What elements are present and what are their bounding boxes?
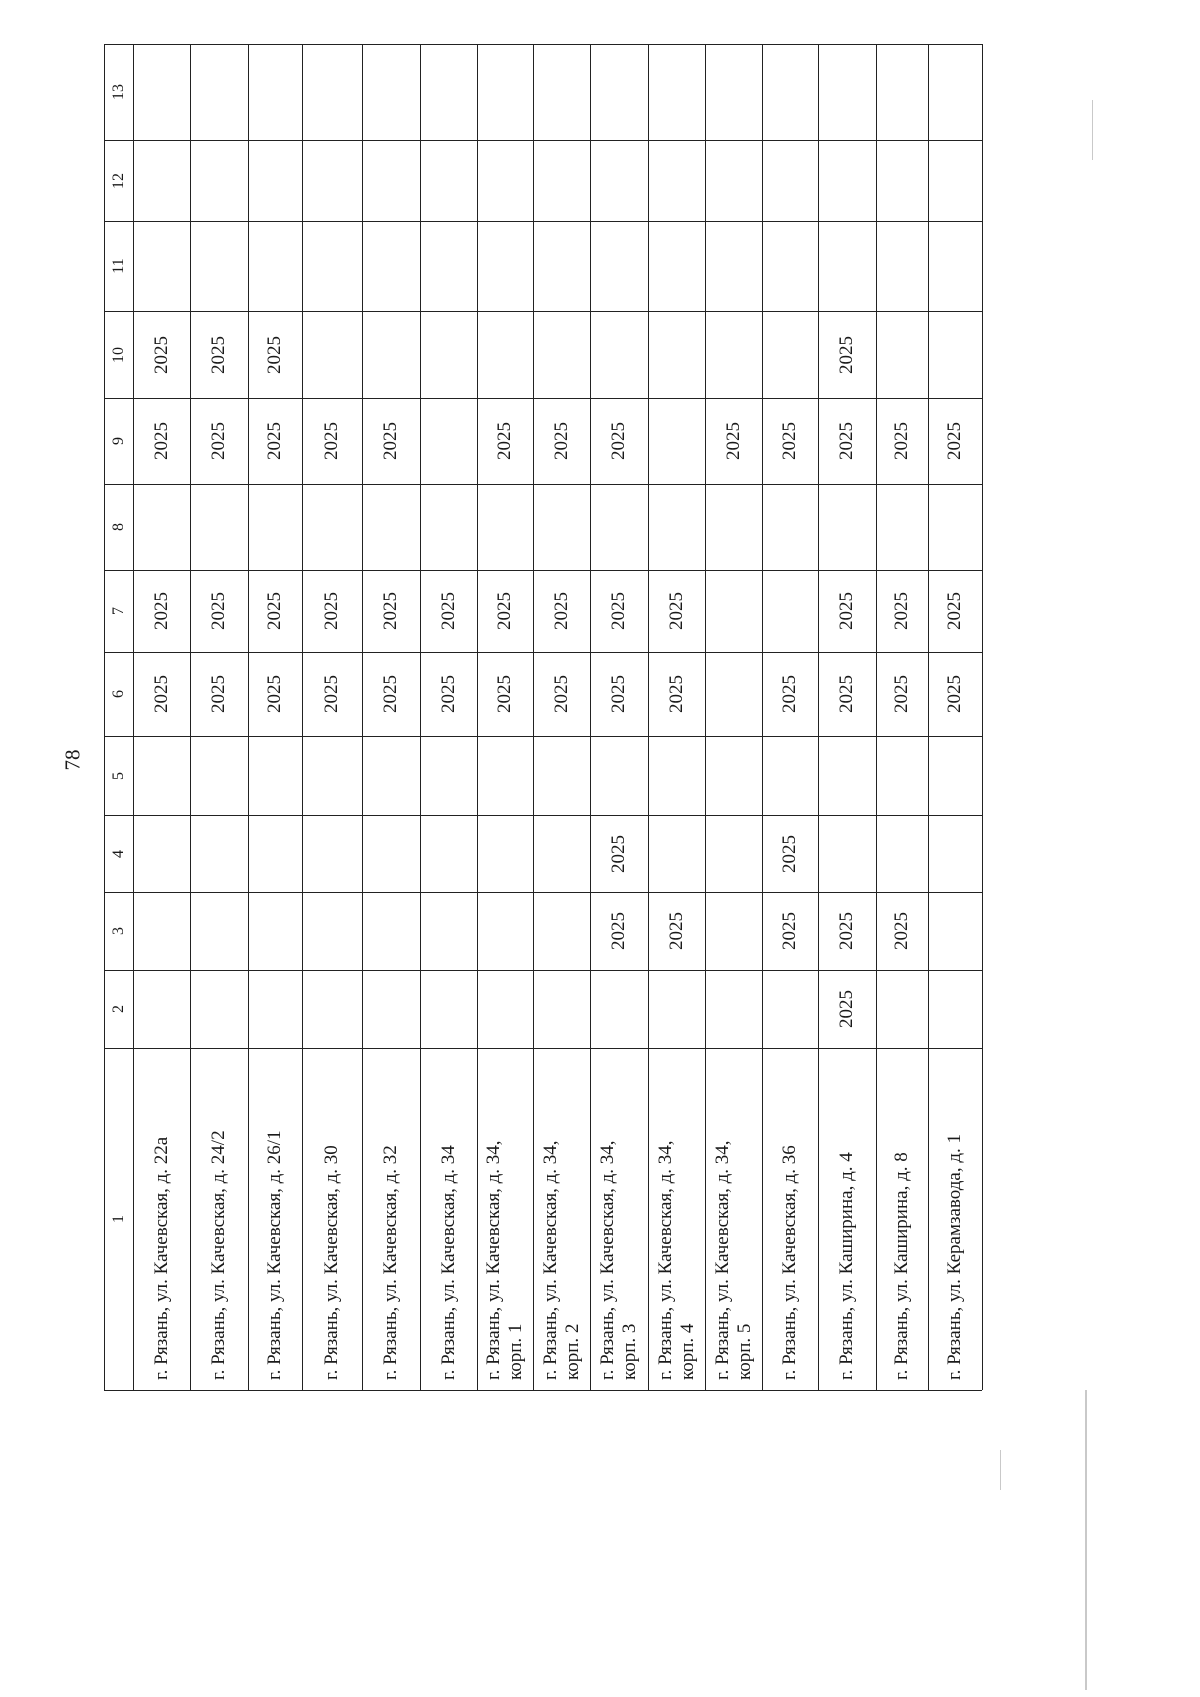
value-cell [648,484,705,570]
value-cell [362,652,420,736]
value-cell [590,892,648,970]
value-cell [248,970,302,1048]
value-cell [533,398,590,484]
value-cell [362,815,420,892]
value-cell-text: 2025 [550,675,572,713]
value-cell-text: 2025 [264,592,285,630]
value-cell [818,970,876,1048]
value-cell [818,221,876,311]
value-cell-text: 2025 [321,422,342,460]
header-cell-text: 7 [109,607,127,615]
value-cell [818,892,876,970]
value-cell-text: 2025 [550,592,572,630]
address-line: г. Рязань, ул. Качевская, д. 34, [597,1140,618,1380]
value-cell [362,970,420,1048]
value-cell [705,892,762,970]
value-cell [302,652,362,736]
value-cell [648,892,705,970]
address-line: г. Рязань, ул. Качевская, д. 36 [779,1145,800,1380]
header-cell [104,570,133,652]
value-cell [705,221,762,311]
header-cell-text: 4 [109,849,127,858]
value-cell [762,652,818,736]
address-cell [362,1048,420,1390]
value-cell [705,736,762,815]
value-cell [928,570,982,652]
address-cell [248,1048,302,1390]
header-cell-text: 3 [109,927,127,935]
address-cell [302,1048,362,1390]
header-cell [104,736,133,815]
value-cell [533,652,590,736]
value-cell-text: 2025 [380,592,401,630]
value-cell [876,736,928,815]
value-cell-text: 2025 [150,422,172,460]
address-cell [590,1048,648,1390]
value-cell-text: 2025 [494,422,515,460]
value-cell-text: 2025 [891,592,912,630]
header-cell-text: 12 [109,172,127,189]
value-cell-text: 2025 [665,675,687,713]
value-cell-text: 2025 [208,335,229,374]
value-cell [928,736,982,815]
value-cell [762,970,818,1048]
value-cell-text: 2025 [380,422,401,460]
header-cell [104,892,133,970]
value-cell [762,484,818,570]
value-cell [362,311,420,398]
value-cell [928,398,982,484]
value-cell [705,311,762,398]
value-cell [876,44,928,140]
address-line: г. Рязань, ул. Качевская, д. 32 [380,1145,401,1380]
value-cell [533,44,590,140]
value-cell [818,570,876,652]
value-cell-text: 2025 [150,335,172,374]
value-cell-text: 2025 [321,592,342,630]
value-cell [420,398,477,484]
value-cell [190,892,248,970]
address-cell [928,1048,982,1390]
value-cell [648,815,705,892]
value-cell [705,140,762,221]
header-cell [104,652,133,736]
value-cell [420,892,477,970]
value-cell-text: 2025 [608,834,629,873]
value-cell [762,311,818,398]
value-cell [477,892,533,970]
value-cell-text: 2025 [665,912,687,950]
value-cell-text: 2025 [836,990,857,1028]
value-cell-text: 2025 [321,675,342,713]
header-cell-text: 2 [109,1005,127,1013]
value-cell-text: 2025 [944,675,965,713]
value-cell [648,44,705,140]
value-cell-text: 2025 [608,912,629,950]
value-cell-text: 2025 [779,834,800,873]
value-cell [705,44,762,140]
value-cell-text: 2025 [150,675,172,713]
header-cell [104,398,133,484]
value-cell-text: 2025 [891,422,912,460]
value-cell [762,221,818,311]
value-cell [533,815,590,892]
value-cell [590,815,648,892]
value-cell-text: 2025 [437,592,459,630]
value-cell [590,44,648,140]
value-cell-text: 2025 [208,592,229,630]
value-cell [133,140,190,221]
value-cell-text: 2025 [550,422,572,460]
address-cell [477,1048,533,1390]
value-cell [248,140,302,221]
value-cell [705,970,762,1048]
value-cell-text: 2025 [150,592,172,630]
value-cell-text: 2025 [380,675,401,713]
value-cell [302,221,362,311]
value-cell [248,484,302,570]
scan-artifact [1085,1390,1087,1690]
value-cell [762,398,818,484]
value-cell [928,140,982,221]
value-cell [420,970,477,1048]
value-cell [248,311,302,398]
value-cell-text: 2025 [264,422,285,460]
value-cell [876,652,928,736]
value-cell-text: 2025 [665,592,687,630]
value-cell [302,570,362,652]
value-cell [362,892,420,970]
value-cell [248,652,302,736]
value-cell [705,570,762,652]
value-cell [705,398,762,484]
value-cell [818,398,876,484]
address-cell [818,1048,876,1390]
value-cell [190,221,248,311]
value-cell [533,484,590,570]
column-border [104,1390,982,1391]
value-cell [928,652,982,736]
value-cell [762,570,818,652]
value-cell [302,398,362,484]
address-line: корп. 3 [619,1323,640,1380]
value-cell [133,484,190,570]
header-cell [104,815,133,892]
value-cell [190,140,248,221]
value-cell [190,815,248,892]
value-cell-text: 2025 [891,675,912,713]
value-cell-text: 2025 [437,675,459,713]
value-cell [302,970,362,1048]
address-cell [190,1048,248,1390]
value-cell [420,815,477,892]
value-cell [648,311,705,398]
value-cell [133,570,190,652]
value-cell-text: 2025 [779,675,800,713]
value-cell [762,815,818,892]
value-cell-text: 2025 [891,912,912,950]
value-cell [818,484,876,570]
value-cell [762,44,818,140]
value-cell [876,815,928,892]
header-cell-text: 10 [109,346,127,363]
address-cell [420,1048,477,1390]
value-cell [590,398,648,484]
value-cell [590,484,648,570]
value-cell [477,44,533,140]
value-cell [302,140,362,221]
value-cell [928,484,982,570]
address-line: г. Рязань, ул. Качевская, д. 30 [321,1145,342,1380]
value-cell [248,736,302,815]
address-line: г. Рязань, ул. Качевская, д. 26/1 [264,1130,285,1380]
value-cell [876,570,928,652]
value-cell [928,970,982,1048]
header-cell-text: 5 [109,771,127,780]
value-cell [420,311,477,398]
value-cell-text: 2025 [208,675,229,713]
header-cell [104,970,133,1048]
address-line: г. Рязань, ул. Каширина, д. 4 [836,1152,857,1380]
value-cell [362,221,420,311]
value-cell-text: 2025 [836,592,857,630]
value-cell [302,484,362,570]
value-cell [876,970,928,1048]
value-cell [590,311,648,398]
header-cell [104,140,133,221]
value-cell [477,221,533,311]
value-cell [190,311,248,398]
header-cell [104,221,133,311]
value-cell [477,970,533,1048]
value-cell [648,140,705,221]
address-cell [762,1048,818,1390]
address-line: г. Рязань, ул. Качевская, д. 34 [437,1145,459,1380]
value-cell [477,398,533,484]
value-cell [818,736,876,815]
value-cell [876,398,928,484]
value-cell [590,140,648,221]
value-cell [928,815,982,892]
value-cell [876,892,928,970]
value-cell-text: 2025 [264,675,285,713]
address-line: г. Рязань, ул. Качевская, д. 34, [539,1140,561,1380]
scan-artifact [1092,100,1093,160]
value-cell [648,736,705,815]
address-cell [705,1048,762,1390]
value-cell [248,398,302,484]
value-cell [133,398,190,484]
header-cell-text: 9 [109,437,127,445]
address-line: г. Рязань, ул. Качевская, д. 34, [711,1140,733,1380]
value-cell [590,736,648,815]
value-cell [533,570,590,652]
scan-artifact [1000,1450,1001,1490]
value-cell [190,736,248,815]
value-cell [705,652,762,736]
value-cell [533,892,590,970]
row-border [982,44,983,1390]
value-cell [648,570,705,652]
value-cell [762,140,818,221]
value-cell [876,140,928,221]
value-cell [362,398,420,484]
value-cell [477,652,533,736]
value-cell-text: 2025 [779,912,800,950]
value-cell [590,652,648,736]
value-cell [302,311,362,398]
value-cell [928,892,982,970]
value-cell-text: 2025 [608,422,629,460]
header-cell-text: 8 [109,523,127,531]
address-line: корп. 2 [561,1323,583,1380]
value-cell [362,140,420,221]
value-cell [590,221,648,311]
value-cell [302,44,362,140]
header-cell-text: 6 [109,690,127,698]
value-cell [477,815,533,892]
value-cell [133,970,190,1048]
value-cell [133,736,190,815]
value-cell [477,140,533,221]
header-cell [104,484,133,570]
value-cell [362,570,420,652]
page-number-text: 78 [60,749,85,771]
address-line: г. Рязань, ул. Качевская, д. 22а [150,1136,172,1380]
value-cell [190,970,248,1048]
value-cell [762,892,818,970]
address-line: корп. 4 [676,1323,698,1380]
value-cell [190,652,248,736]
value-cell [420,44,477,140]
value-cell-text: 2025 [264,335,285,374]
value-cell [477,736,533,815]
value-cell [590,970,648,1048]
value-cell-text: 2025 [836,912,857,950]
value-cell-text: 2025 [494,675,515,713]
value-cell [876,484,928,570]
value-cell [420,140,477,221]
value-cell [705,484,762,570]
value-cell [533,311,590,398]
value-cell-text: 2025 [494,592,515,630]
value-cell-text: 2025 [608,675,629,713]
value-cell [477,311,533,398]
value-cell-text: 2025 [944,422,965,460]
header-cell-text: 11 [109,258,127,274]
value-cell-text: 2025 [722,422,744,460]
value-cell [302,736,362,815]
value-cell-text: 2025 [944,592,965,630]
value-cell [818,44,876,140]
value-cell [420,652,477,736]
value-cell [420,736,477,815]
address-line: корп. 1 [505,1323,526,1380]
value-cell [648,221,705,311]
value-cell [248,892,302,970]
value-cell [762,736,818,815]
value-cell [190,570,248,652]
address-line: г. Рязань, ул. Каширина, д. 8 [891,1152,912,1380]
address-cell [133,1048,190,1390]
value-cell-text: 2025 [208,422,229,460]
address-cell [648,1048,705,1390]
value-cell-text: 2025 [608,592,629,630]
value-cell [420,221,477,311]
value-cell [420,484,477,570]
value-cell [648,652,705,736]
value-cell [477,570,533,652]
value-cell [362,484,420,570]
value-cell [420,570,477,652]
value-cell [302,815,362,892]
value-cell [133,311,190,398]
value-cell [133,652,190,736]
address-line: г. Рязань, ул. Качевская, д. 34, [654,1140,676,1380]
value-cell [818,311,876,398]
value-cell [533,221,590,311]
header-cell [104,311,133,398]
value-cell [133,44,190,140]
value-cell [190,44,248,140]
value-cell [362,736,420,815]
value-cell [876,221,928,311]
value-cell [248,815,302,892]
value-cell [362,44,420,140]
value-cell [133,892,190,970]
value-cell [302,892,362,970]
value-cell [590,570,648,652]
address-cell [533,1048,590,1390]
value-cell [705,815,762,892]
value-cell [648,970,705,1048]
value-cell [190,484,248,570]
value-cell [248,221,302,311]
value-cell [133,221,190,311]
value-cell [818,652,876,736]
header-cell [104,44,133,140]
value-cell [818,140,876,221]
address-cell [876,1048,928,1390]
value-cell-text: 2025 [836,335,857,374]
address-line: корп. 5 [733,1323,755,1380]
value-cell-text: 2025 [836,675,857,713]
value-cell [928,311,982,398]
value-cell [477,484,533,570]
header-cell-text: 13 [109,84,127,100]
value-cell [248,570,302,652]
value-cell [818,815,876,892]
header-cell [104,1048,133,1390]
address-line: г. Рязань, ул. Качевская, д. 24/2 [208,1130,229,1380]
value-cell [533,970,590,1048]
value-cell-text: 2025 [779,422,800,460]
value-cell [533,736,590,815]
header-cell-text: 1 [109,1215,127,1223]
value-cell [533,140,590,221]
value-cell [928,221,982,311]
value-cell [248,44,302,140]
value-cell [876,311,928,398]
value-cell-text: 2025 [836,422,857,460]
value-cell [190,398,248,484]
value-cell [133,815,190,892]
address-line: г. Рязань, ул. Качевская, д. 34, [483,1140,504,1380]
value-cell [928,44,982,140]
address-line: г. Рязань, ул. Керамзавода, д. 1 [944,1134,965,1380]
value-cell [648,398,705,484]
